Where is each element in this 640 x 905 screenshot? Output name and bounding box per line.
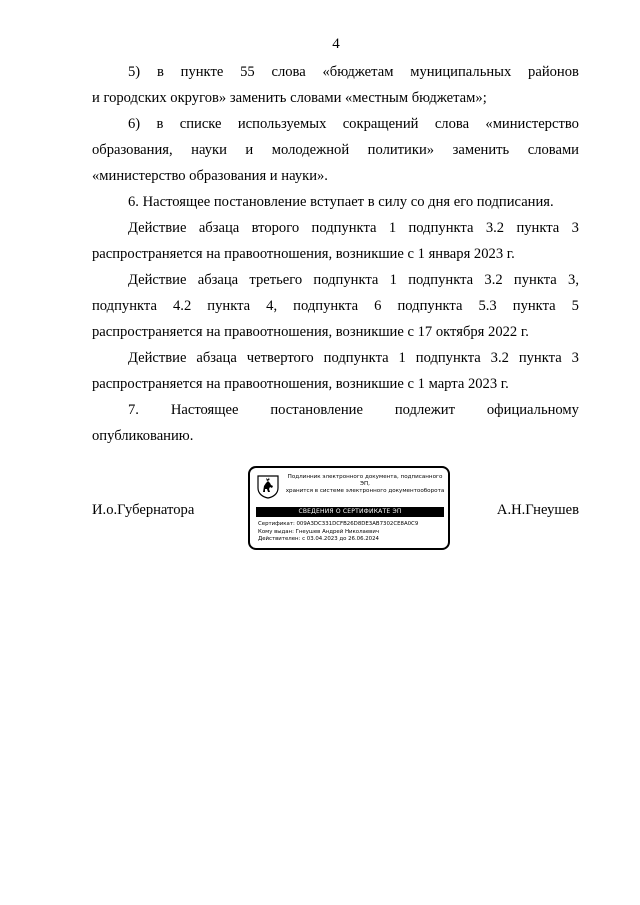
word: официальному	[486, 402, 579, 418]
word: сокращений	[342, 116, 419, 132]
word: подпункта	[293, 298, 359, 314]
word: Настоящее	[170, 402, 239, 418]
word: 4.2	[173, 298, 192, 314]
word: пункта	[518, 350, 562, 366]
word: Действие	[128, 272, 187, 288]
word: 1	[388, 220, 397, 236]
word: 5.3	[478, 298, 497, 314]
stamp-validity: Действителен: с 03.04.2023 до 26.06.2024	[258, 536, 379, 543]
word: в	[156, 116, 164, 132]
word: используемых	[237, 116, 327, 132]
word: подпункта	[313, 272, 379, 288]
word: «бюджетам	[322, 64, 394, 80]
word: 7.	[128, 402, 139, 418]
word: в	[156, 64, 164, 80]
paragraph-2-line-3: «министерство образования и науки».	[92, 168, 328, 184]
word: пункта	[512, 298, 556, 314]
paragraph-4-line-2: распространяется на правоотношения, возникшие с 1 января 2023 г.	[92, 246, 515, 262]
word: 4,	[266, 298, 278, 314]
word: 1	[398, 350, 406, 366]
paragraph-5-line-3: распространяется на правоотношения, возникшие с 17 октября 2022 г.	[92, 324, 529, 340]
word: 3,	[568, 272, 579, 288]
paragraph-7-line-2: опубликованию.	[92, 428, 194, 444]
paragraph-3-line-1: 6. Настоящее постановление вступает в силу со дня его подписания.	[128, 194, 554, 210]
word: Действие	[128, 220, 187, 236]
word: 5	[571, 298, 579, 314]
paragraph-6-line-1	[128, 345, 579, 371]
word: 3	[571, 350, 579, 366]
word: политики»	[367, 142, 435, 158]
word: слова	[434, 116, 470, 132]
paragraph-7-line-1	[128, 397, 579, 423]
word: 3	[571, 220, 579, 236]
word: 6)	[128, 116, 141, 132]
word: 3.2	[490, 350, 509, 366]
word: муниципальных	[410, 64, 512, 80]
electronic-signature-stamp	[248, 466, 450, 550]
word: словами	[527, 142, 579, 158]
paragraph-6-line-2: распространяется на правоотношения, возникшие с 1 марта 2023 г.	[92, 376, 509, 392]
stamp-header-line-2: хранится в системе электронного документооборота	[285, 488, 445, 494]
word: четвертого	[246, 350, 314, 366]
word: пункта	[513, 272, 557, 288]
coat-of-arms-icon	[257, 475, 279, 499]
word: абзаца	[198, 220, 240, 236]
word: подпункта	[415, 350, 481, 366]
word: 3.2	[484, 272, 503, 288]
word: подпункта	[323, 350, 389, 366]
word: третьего	[249, 272, 303, 288]
paragraph-1-line-1	[128, 59, 579, 85]
paragraph-4-line-1	[128, 215, 579, 241]
signer-name: А.Н.Гнеушев	[496, 502, 579, 518]
word: подлежит	[394, 402, 455, 418]
word: абзаца	[197, 272, 239, 288]
word: молодежной	[271, 142, 350, 158]
stamp-details	[258, 521, 446, 544]
stamp-header	[284, 474, 446, 495]
word: 5)	[128, 64, 141, 80]
paragraph-2-line-2	[92, 137, 579, 163]
word: районов	[528, 64, 579, 80]
word: подпункта	[397, 298, 463, 314]
word: подпункта	[92, 298, 157, 314]
signer-title: И.о.Губернатора	[92, 502, 195, 518]
paragraph-2-line-1	[128, 111, 579, 137]
word: подпункта	[311, 220, 377, 236]
paragraph-1-line-2: и городских округов» заменить словами «местным бюджетам»;	[92, 90, 487, 106]
stamp-header-line-1: Подлинник электронного документа, подписанного ЭП,	[287, 474, 443, 487]
word: 6	[374, 298, 382, 314]
word: пункта	[516, 220, 560, 236]
word: заменить	[452, 142, 510, 158]
word: слова	[271, 64, 306, 80]
word: списке	[179, 116, 222, 132]
word: второго	[251, 220, 300, 236]
stamp-title-bar: СВЕДЕНИЯ О СЕРТИФИКАТЕ ЭП	[256, 507, 444, 517]
word: 3.2	[485, 220, 505, 236]
word: и	[245, 142, 254, 158]
word: Действие	[128, 350, 187, 366]
word: 1	[389, 272, 397, 288]
page-number: 4	[332, 36, 340, 52]
word: образования,	[92, 142, 173, 158]
paragraph-5-line-2	[92, 293, 579, 319]
word: 55	[240, 64, 255, 80]
paragraph-5-line-1	[128, 267, 579, 293]
word: постановление	[270, 402, 363, 418]
word: пункте	[180, 64, 224, 80]
stamp-certificate: Сертификат: 009A3DC331DCFB26D8DE3AB7302CE8A0C9	[258, 521, 419, 527]
word: «министерство	[485, 116, 579, 132]
stamp-issued-to: Кому выдан: Гнеушев Андрей Николаевич	[258, 528, 380, 535]
word: науки	[191, 142, 227, 158]
word: подпункта	[408, 272, 474, 288]
word: пункта	[207, 298, 251, 314]
word: абзаца	[196, 350, 237, 366]
word: подпункта	[408, 220, 474, 236]
